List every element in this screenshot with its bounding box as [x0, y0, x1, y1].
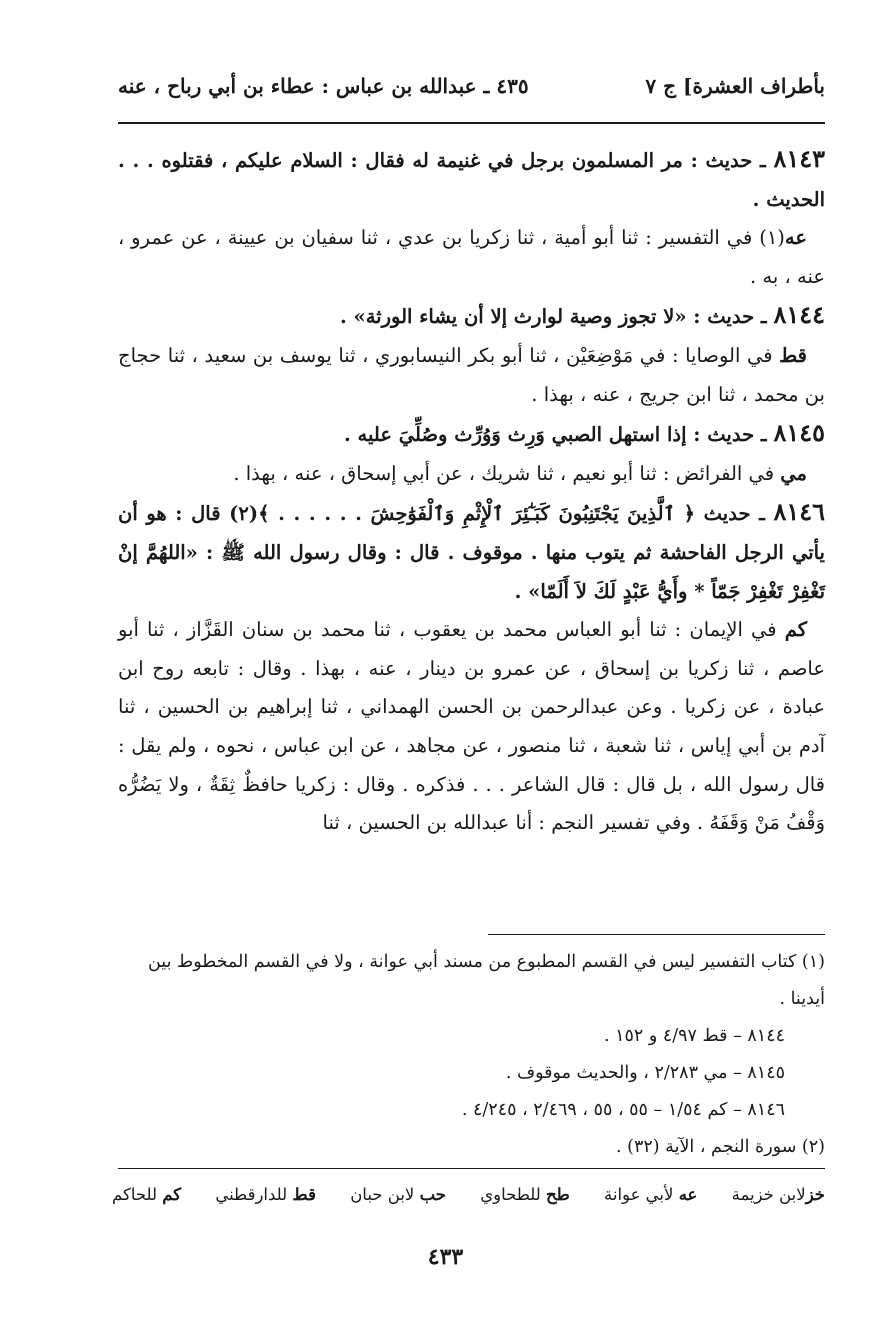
source-entry-8145: [118, 455, 825, 494]
source-entry-8144: [118, 337, 825, 414]
abbrev-item: حب لابن حبان: [350, 1185, 446, 1204]
header-divider: [118, 122, 825, 124]
abbreviations-key: [112, 1185, 825, 1204]
hadith-entry-8145: [118, 414, 825, 455]
footnotes: [118, 944, 825, 1166]
source-symbol: مي: [780, 461, 807, 485]
hadith-list: [118, 140, 825, 843]
hadith-text: ـ حديث : مر المسلمون برجل في غنيمة له فقال : السلام عليكم ، فقتلوه . . . الحديث .: [118, 149, 825, 211]
source-entry-8143: [118, 219, 825, 296]
abbreviations-divider: [118, 1168, 825, 1169]
source-text: في الفرائض : ثنا أبو نعيم ، ثنا شريك ، عن أبي إسحاق ، عنه ، بهذا .: [233, 461, 781, 485]
hadith-number: ٨١٤٦: [773, 497, 825, 527]
source-symbol: كم: [784, 618, 807, 642]
footnote-1: (١) كتاب التفسير ليس في القسم المطبوع من مسند أبي عوانة ، ولا في القسم المخطوط بين أيدينا .: [147, 952, 825, 1009]
hadith-text: ـ حديث : «لا تجوز وصية لوارث إلا أن يشاء الورثة» .: [339, 305, 774, 329]
source-text: (١) في التفسير : ثنا أبو أمية ، ثنا زكريا بن عدي ، ثنا سفيان بن عيينة ، عن عمرو ، عنه ، به .: [118, 226, 825, 288]
note-8144: ٨١٤٤ – قط ٤/٩٧ و ١٥٢ .: [603, 1026, 785, 1046]
abbrev-item: خزلابن خزيمة: [731, 1185, 825, 1204]
footnote-2: (٢) سورة النجم ، الآية (٣٢) .: [616, 1137, 825, 1157]
hadith-text: ـ حديث : إذا استهل الصبي وَرِث وَوُرِّث وصُلِّيَ عليه .: [343, 423, 774, 447]
header-book-title: بأطراف العشرة] ج ٧: [645, 74, 825, 98]
abbrev-item: طح للطحاوي: [480, 1185, 570, 1204]
page-number: ٤٣٣: [427, 1244, 464, 1270]
hadith-number: ٨١٤٥: [773, 418, 825, 448]
note-8145: ٨١٤٥ – مي ٢/٢٨٣ ، والحديث موقوف .: [505, 1063, 785, 1083]
source-symbol: قط: [779, 343, 807, 367]
hadith-text: ـ حديث ﴿ ٱلَّذِينَ يَجْتَنِبُونَ كَبَـٰٓئِرَ ٱلْإِثْمِ وَٱلْفَوَٰحِشَ . . . . . . ﴾(٢) قال : هو أن يأتي الرجل الفاحشة ثم يتوب منها . موقوف . قال : وقال رسول الله ﷺ : «اللهُمَّ إنْ تَغْفِرْ تَغْفِرْ جَمّاً * وأَيُّ عَبْدٍ لَكَ لاَ أَلَمّا» .: [118, 502, 825, 603]
abbrev-item: قط للدارقطني: [215, 1185, 316, 1204]
hadith-entry-8144: [118, 296, 825, 337]
abbrev-item: كم للحاكم: [112, 1185, 182, 1204]
source-text: في الوصايا : في مَوْضِعَيْن ، ثنا أبو بكر النيسابوري ، ثنا يوسف بن سعيد ، ثنا حجاج بن محمد ، ثنا ابن جريج ، عنه ، بهذا .: [118, 343, 825, 406]
running-header: [118, 74, 825, 108]
hadith-number: ٨١٤٣: [773, 144, 825, 173]
hadith-number: ٨١٤٤: [773, 300, 825, 330]
footnote-divider: [488, 934, 825, 935]
hadith-entry-8143: [118, 140, 825, 219]
abbrev-item: عه لأبي عوانة: [604, 1185, 698, 1204]
note-8146: ٨١٤٦ – كم ١/٥٤ – ٥٥ ، ٥٥ ، ٢/٤٦٩ ، ٤/٢٤٥ .: [461, 1100, 785, 1120]
source-text: في الإيمان : ثنا أبو العباس محمد بن يعقوب ، ثنا محمد بن سنان القَزَّاز ، ثنا أبو عاصم ، ثنا زكريا بن إسحاق ، عن عمرو بن دينار ، عنه ، بهذا . وقال : تابعه روح ابن عبادة ، عن زكريا . وعن عبدالرحمن بن الحسن الهمداني ، ثنا إبراهيم بن الحسين ، ثنا آدم بن أبي إياس ، ثنا شعبة ، ثنا منصور ، عن مجاهد ، عن ابن عباس ، نحوه ، ولم يقل : قال رسول الله ، بل قال : قال الشاعر . . . فذكره . وقال : زكريا حافظٌ ثِقَةٌ ، ولا يَضُرُّه وَقْفُ مَنْ وَقَفَهُ . وفي تفسير النجم : أنا عبدالله بن الحسين ، ثنا: [118, 618, 825, 835]
hadith-entry-8146: [118, 493, 825, 611]
source-entry-8146: [118, 611, 825, 843]
header-chapter-title: ٤٣٥ ـ عبدالله بن عباس : عطاء بن أبي رباح ، عنه: [118, 74, 529, 98]
source-symbol: عه: [784, 226, 807, 250]
